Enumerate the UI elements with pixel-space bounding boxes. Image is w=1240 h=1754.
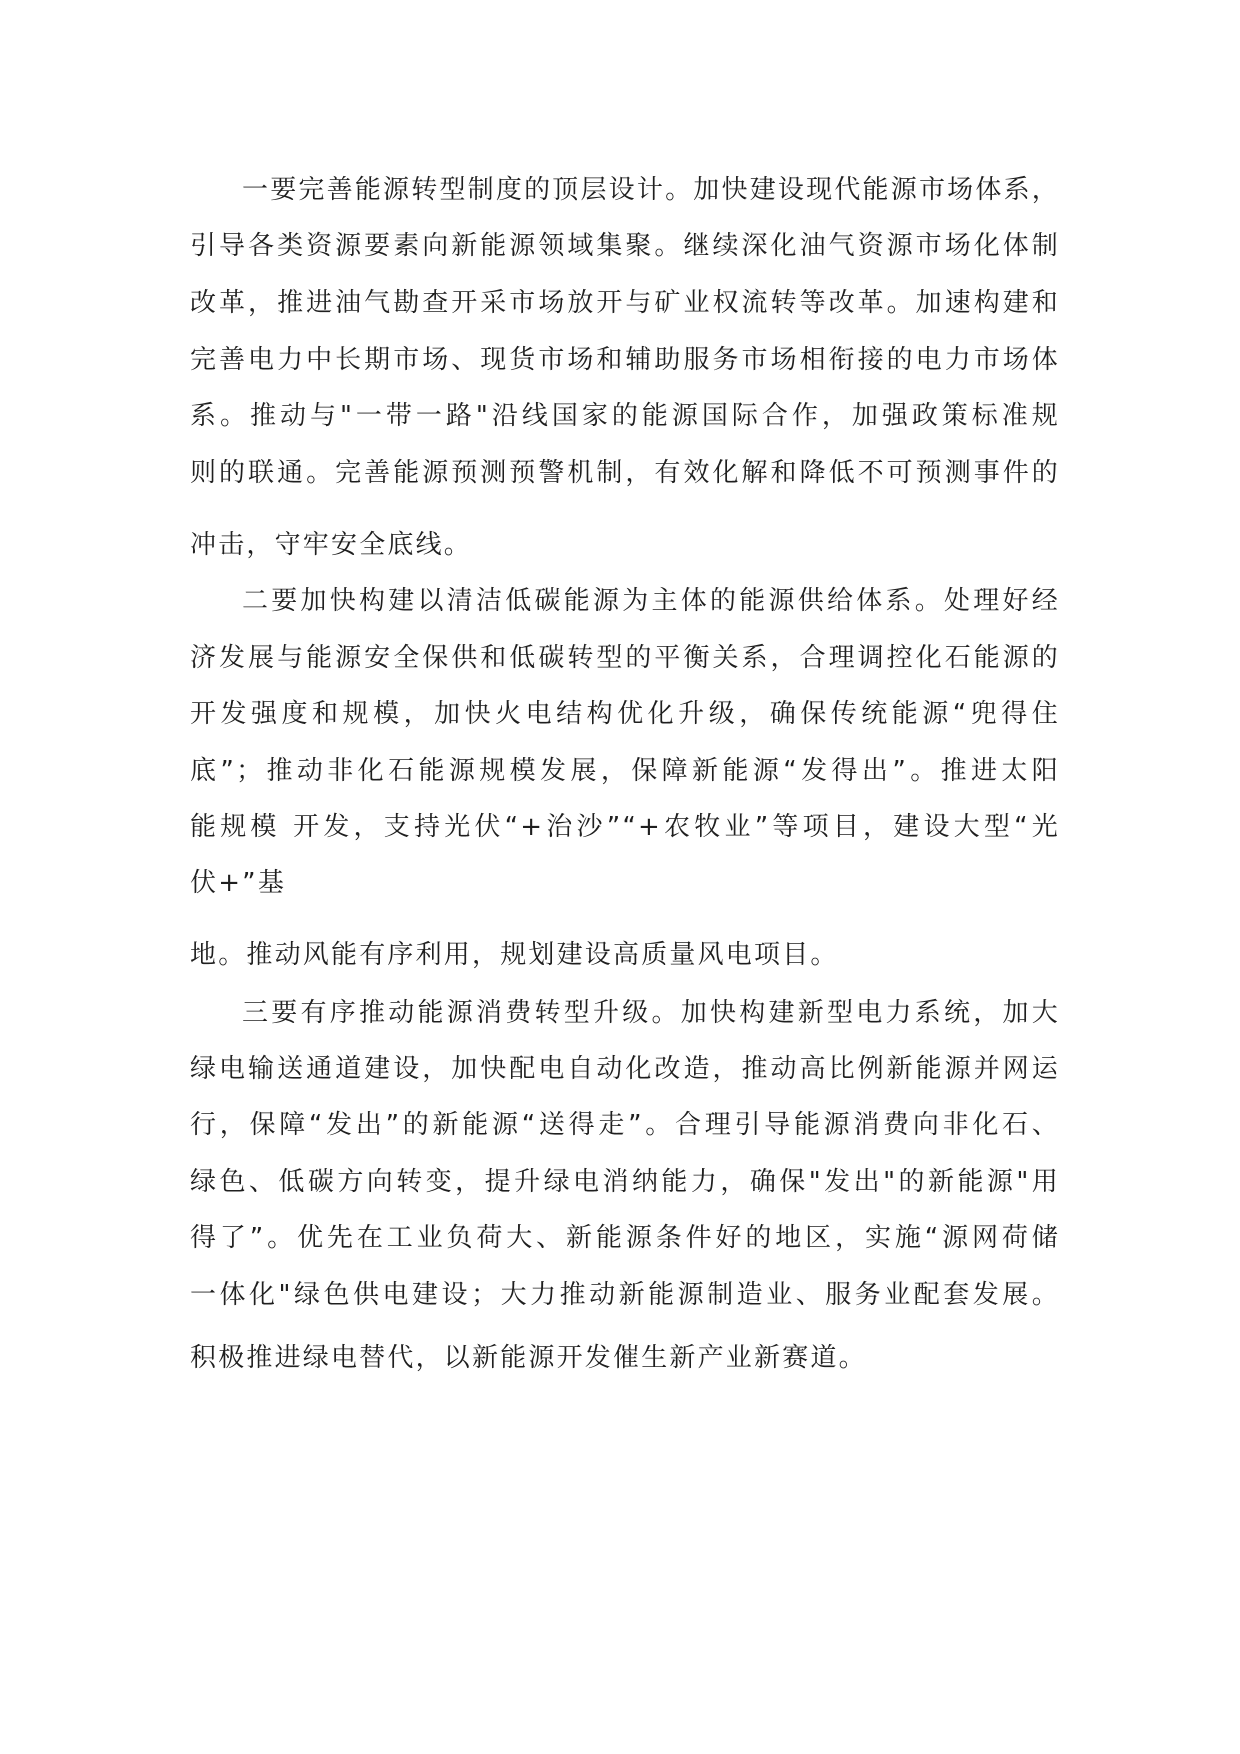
paragraph-3-line-5: 得了”。优先在工业负荷大、新能源条件好的地区，实施“源网荷储 — [190, 1223, 1060, 1253]
paragraph-1-line-4: 完善电力中长期市场、现货市场和辅助服务市场相衔接的电力市场体 — [190, 345, 1060, 375]
paragraph-3-line-3: 行，保障“发出”的新能源“送得走”。合理引导能源消费向非化石、 — [190, 1110, 1060, 1140]
paragraph-1-line-6: 则的联通。完善能源预测预警机制，有效化解和降低不可预测事件的 — [190, 458, 1060, 488]
paragraph-1-line-1: 一要完善能源转型制度的顶层设计。加快建设现代能源市场体系， — [242, 175, 1060, 205]
paragraph-3-line-6: 一体化"绿色供电建设；大力推动新能源制造业、服务业配套发展。 — [190, 1280, 1060, 1310]
paragraph-2-line-7: 地。推动风能有序利用，规划建设高质量风电项目。 — [190, 940, 839, 970]
paragraph-3-line-7: 积极推进绿电替代，以新能源开发催生新产业新赛道。 — [190, 1343, 867, 1373]
paragraph-3-line-4: 绿色、低碳方向转变，提升绿电消纳能力，确保"发出"的新能源"用 — [190, 1167, 1060, 1197]
paragraph-3-line-1: 三要有序推动能源消费转型升级。加快构建新型电力系统，加大 — [242, 998, 1060, 1028]
paragraph-2-line-4: 底”；推动非化石能源规模发展，保障新能源“发得出”。推进太阳 — [190, 756, 1060, 786]
paragraph-2-line-3: 开发强度和规模，加快火电结构优化升级，确保传统能源“兜得住 — [190, 699, 1060, 729]
paragraph-2-line-6: 伏+”基 — [190, 868, 287, 898]
paragraph-1-line-3: 改革，推进油气勘查开采市场放开与矿业权流转等改革。加速构建和 — [190, 288, 1060, 318]
paragraph-1-line-7: 冲击，守牢安全底线。 — [190, 530, 473, 560]
paragraph-2-line-1: 二要加快构建以清洁低碳能源为主体的能源供给体系。处理好经 — [242, 586, 1060, 616]
paragraph-2-line-2: 济发展与能源安全保供和低碳转型的平衡关系，合理调控化石能源的 — [190, 643, 1060, 673]
paragraph-2-line-5: 能规模 开发，支持光伏“+治沙”“+农牧业”等项目，建设大型“光 — [190, 812, 1060, 842]
paragraph-1-line-2: 引导各类资源要素向新能源领域集聚。继续深化油气资源市场化体制 — [190, 231, 1060, 261]
paragraph-3-line-2: 绿电输送通道建设，加快配电自动化改造，推动高比例新能源并网运 — [190, 1054, 1060, 1084]
paragraph-1-line-5: 系。推动与"一带一路"沿线国家的能源国际合作，加强政策标准规 — [190, 401, 1060, 431]
